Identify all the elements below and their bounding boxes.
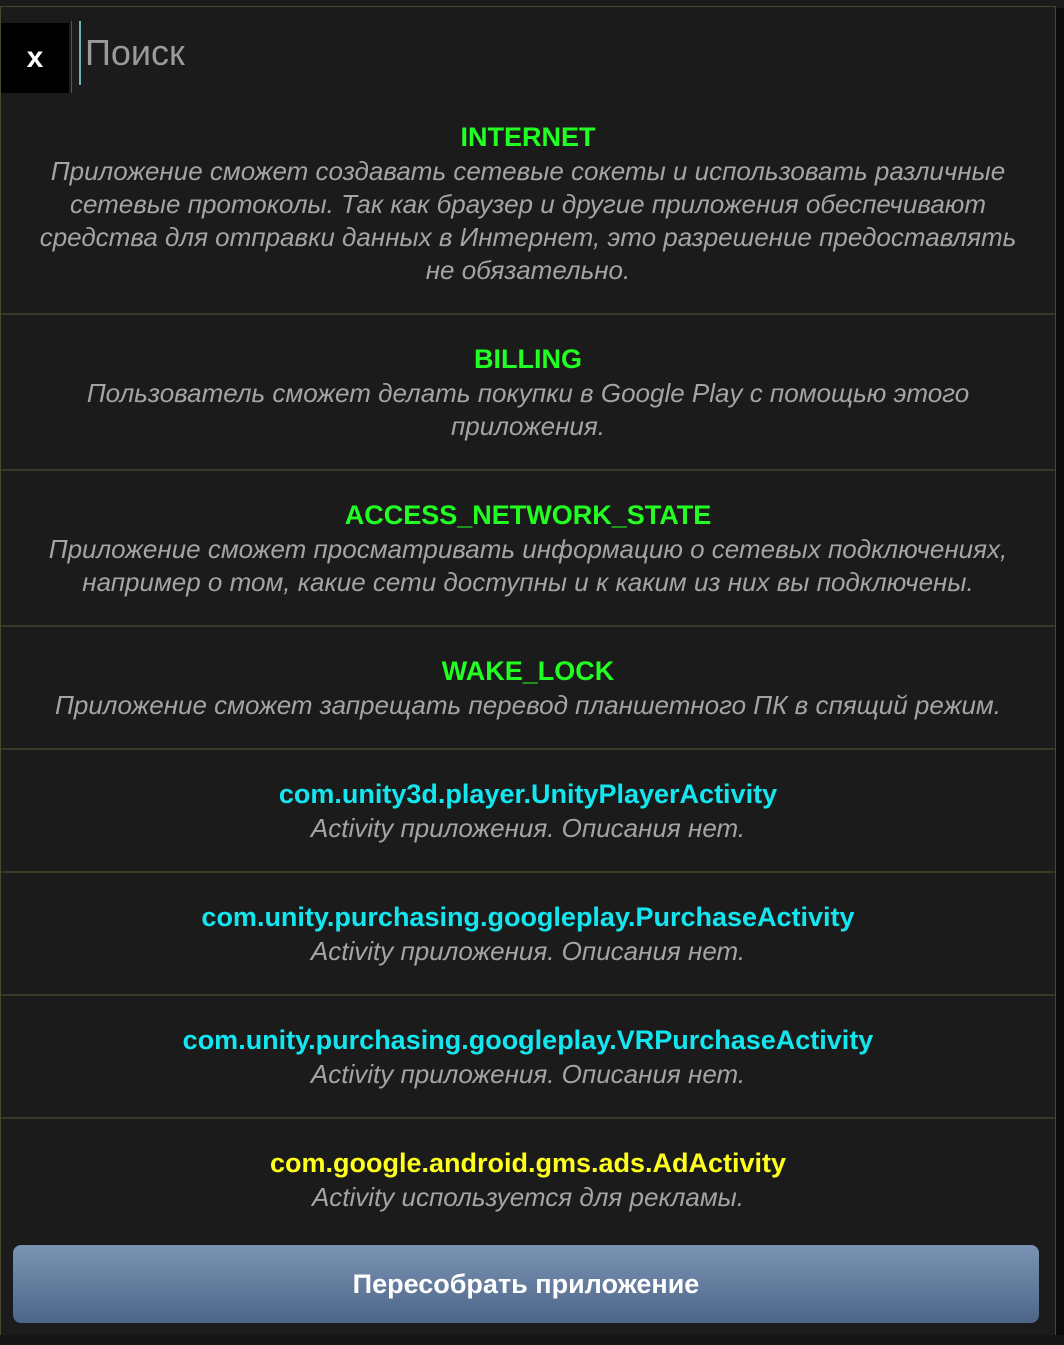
item-description: Activity приложения. Описания нет. (310, 1059, 746, 1089)
search-divider (71, 21, 72, 93)
search-bar (1, 7, 1055, 93)
item-title: com.unity.purchasing.googleplay.VRPurchaseActivity (182, 1025, 874, 1055)
permissions-dialog (0, 6, 1056, 1340)
list-item[interactable] (1, 873, 1055, 996)
item-description: Приложение сможет просматривать информацию о сетевых подключениях, например о том, какие сети доступны и к каким из них вы подключены. (48, 534, 1008, 597)
item-description: Activity используется для рекламы. (311, 1182, 745, 1212)
item-description: Приложение сможет создавать сетевые сокеты и использовать различные сетевые протоколы. Так как браузер и другие приложения обеспечивают средства для отправки данных в Интернет, это разрешение предоставлять не обязательно. (39, 156, 1017, 285)
background-app-strip-bottom (0, 1335, 1064, 1345)
item-description: Activity приложения. Описания нет. (310, 936, 746, 966)
search-input[interactable] (79, 21, 1045, 85)
rebuild-app-button[interactable]: Пересобрать приложение (13, 1245, 1039, 1323)
close-search-button[interactable]: x (1, 23, 69, 93)
item-description: Приложение сможет запрещать перевод планшетного ПК в спящий режим. (55, 690, 1001, 720)
item-title: BILLING (474, 344, 582, 374)
item-title: com.unity3d.player.UnityPlayerActivity (278, 779, 778, 809)
item-title: INTERNET (460, 122, 596, 152)
list-item[interactable] (1, 93, 1055, 315)
item-title: com.unity.purchasing.googleplay.PurchaseActivity (201, 902, 855, 932)
list-item[interactable] (1, 750, 1055, 873)
list-item[interactable] (1, 471, 1055, 627)
item-title: com.google.android.gms.ads.AdActivity (269, 1148, 787, 1178)
item-title: ACCESS_NETWORK_STATE (344, 500, 712, 530)
list-item[interactable] (1, 627, 1055, 750)
list-item[interactable] (1, 315, 1055, 471)
list-item[interactable] (1, 1119, 1055, 1240)
item-description: Пользователь сможет делать покупки в Google Play с помощью этого приложения. (86, 378, 970, 441)
item-title: WAKE_LOCK (441, 656, 615, 686)
item-description: Activity приложения. Описания нет. (310, 813, 746, 843)
permissions-list (1, 93, 1055, 1240)
list-item[interactable] (1, 996, 1055, 1119)
